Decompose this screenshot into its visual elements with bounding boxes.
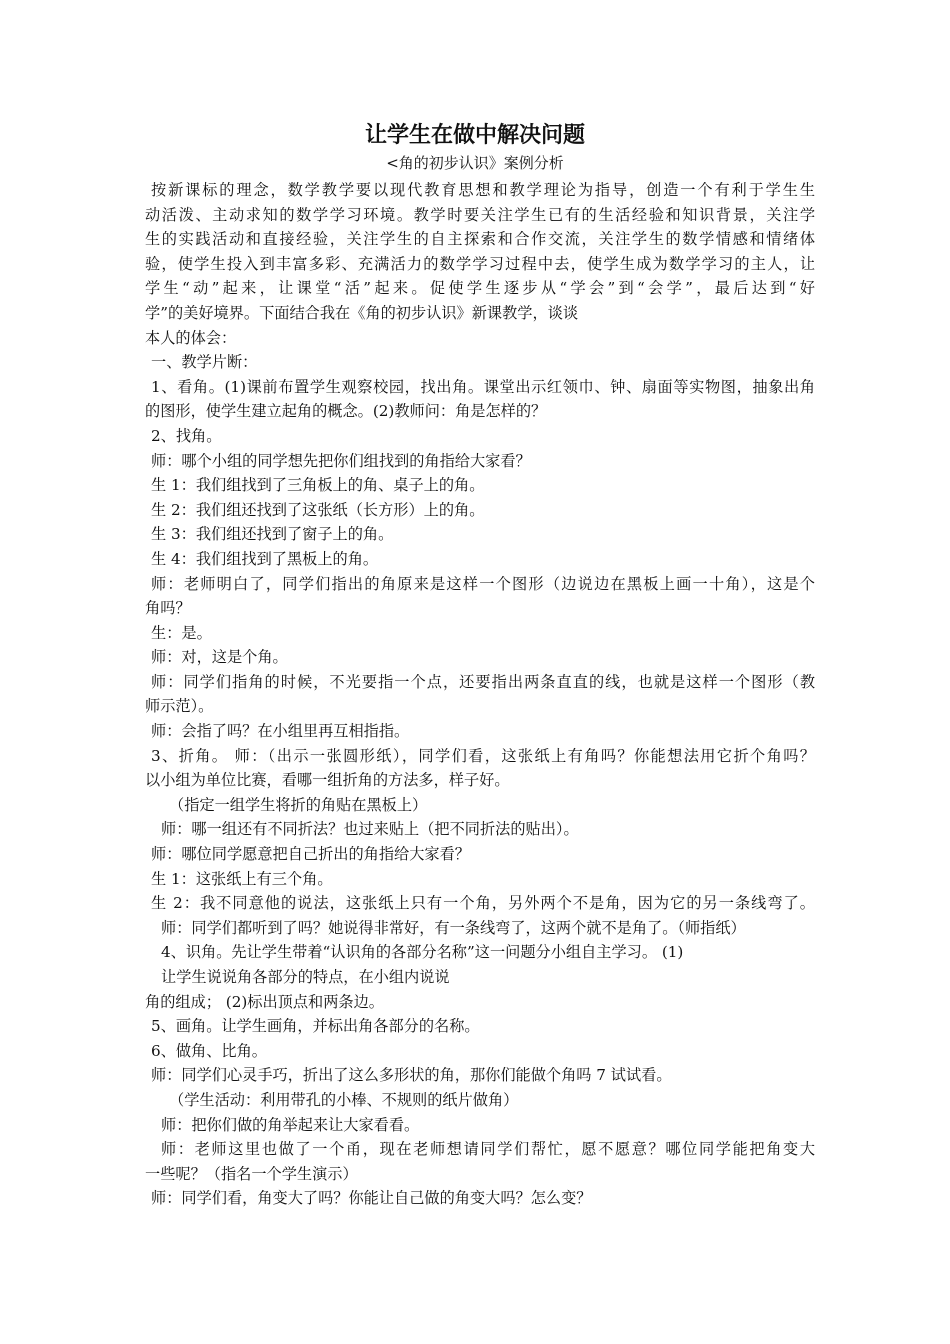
dialogue-line: 师示范）。 bbox=[145, 697, 214, 716]
section-heading: 一、教学片断： bbox=[151, 353, 258, 372]
paragraph-line: 动活泼、主动求知的数学学习环境。教学时要关注学生已有的生活经验和知识背景，关注学 bbox=[145, 205, 815, 224]
paragraph-line: 验，使学生投入到丰富多彩、充满活力的数学学习过程中去，使学生成为数学学习的主人，让 bbox=[145, 254, 815, 273]
paragraph-line: 5、画角。让学生画角，并标出角各部分的名称。 bbox=[151, 1017, 480, 1036]
paragraph-line: 的图形，使学生建立起角的概念。(2)教师问：角是怎样的？ bbox=[145, 402, 547, 421]
dialogue-line: 生 1：我们组找到了三角板上的角、桌子上的角。 bbox=[151, 476, 485, 495]
paragraph-line: 4、识角。先让学生带着“认识角的各部分名称”这一问题分小组自主学习。 (1) bbox=[161, 943, 684, 962]
paragraph-line: 2、找角。 bbox=[151, 426, 222, 445]
dialogue-line: 师：哪个小组的同学想先把你们组找到的角指给大家看？ bbox=[151, 451, 531, 470]
dialogue-line: 师：同学们都听到了吗？她说得非常好，有一条线弯了，这两个就不是角了。（师指纸） bbox=[161, 918, 746, 937]
dialogue-line: 师：对，这是个角。 bbox=[151, 648, 288, 667]
dialogue-line: 师：同学们指角的时候，不光要指一个点，还要指出两条直直的线，也就是这样一个图形（教 bbox=[151, 672, 815, 691]
dialogue-line: 师：同学们心灵手巧，折出了这么多形状的角，那你们能做个角吗 7 试试看。 bbox=[151, 1066, 672, 1085]
dialogue-line: 师：哪位同学愿意把自己折出的角指给大家看？ bbox=[151, 845, 470, 864]
document-subtitle: <角的初步认识》案例分析 bbox=[386, 154, 564, 172]
paragraph-line: （指定一组学生将折的角贴在黑板上） bbox=[169, 795, 428, 814]
dialogue-line: 生 1：这张纸上有三个角。 bbox=[151, 869, 333, 888]
dialogue-line: 师：哪一组还有不同折法？也过来贴上（把不同折法的贴出）。 bbox=[161, 820, 579, 839]
dialogue-line: 师：把你们做的角举起来让大家看看。 bbox=[161, 1115, 420, 1134]
paragraph-line: 1、看角。(1)课前布置学生观察校园，找出角。课堂出示红领巾、钟、扇面等实物图，抽象出角 bbox=[151, 377, 815, 396]
document-title: 让学生在做中解决问题 bbox=[364, 122, 585, 148]
paragraph-line: 6、做角、比角。 bbox=[151, 1041, 267, 1060]
paragraph-line: 生的实践活动和直接经验，关注学生的自主探索和合作交流，关注学生的数学情感和情绪体 bbox=[145, 230, 815, 249]
dialogue-line: 一些呢？（指名一个学生演示） bbox=[145, 1164, 358, 1183]
dialogue-line: 生 4：我们组找到了黑板上的角。 bbox=[151, 549, 379, 568]
paragraph-line: 学生“动”起来，让课堂“活”起来。促使学生逐步从“学会”到“会学”，最后达到“好 bbox=[145, 279, 815, 298]
paragraph-line: 本人的体会： bbox=[145, 328, 237, 347]
dialogue-line: 师：会指了吗？在小组里再互相指指。 bbox=[151, 722, 410, 741]
dialogue-line: 生 2：我们组还找到了这张纸（长方形）上的角。 bbox=[151, 500, 485, 519]
dialogue-line: 师：同学们看，角变大了吗？你能让自己做的角变大吗？怎么变？ bbox=[151, 1189, 592, 1208]
dialogue-line: 师：老师这里也做了一个甬，现在老师想请同学们帮忙，愿不愿意？哪位同学能把角变大 bbox=[161, 1140, 815, 1159]
paragraph-line: 学”的美好境界。下面结合我在《角的初步认识》新课教学，谈谈 bbox=[145, 303, 579, 322]
dialogue-line: 生 2：我不同意他的说法，这张纸上只有一个角，另外两个不是角，因为它的另一条线弯了。 bbox=[151, 894, 815, 913]
paragraph-line: 让学生说说角各部分的特点，在小组内说说 bbox=[161, 968, 450, 986]
paragraph-line: 角的组成； (2)标出顶点和两条边。 bbox=[145, 992, 384, 1011]
paragraph-line: 以小组为单位比赛，看哪一组折角的方法多，样子好。 bbox=[145, 771, 510, 790]
paragraph-line: 3、折角。 师：（出示一张圆形纸），同学们看，这张纸上有角吗？你能想法用它折个角吗？ bbox=[151, 746, 815, 765]
dialogue-line: 生 3：我们组还找到了窗子上的角。 bbox=[151, 525, 394, 544]
dialogue-line: 师：老师明白了，同学们指出的角原来是这样一个图形（边说边在黑板上画一十角），这是个 bbox=[151, 574, 815, 593]
dialogue-line: 角吗？ bbox=[145, 599, 191, 618]
paragraph-line: 按新课标的理念，数学教学要以现代教育思想和教学理论为指导，创造一个有利于学生生 bbox=[151, 181, 815, 199]
dialogue-line: 生：是。 bbox=[151, 623, 212, 642]
paragraph-line: （学生活动：利用带孔的小棒、不规则的纸片做角） bbox=[169, 1090, 519, 1109]
document-body bbox=[145, 178, 815, 1211]
